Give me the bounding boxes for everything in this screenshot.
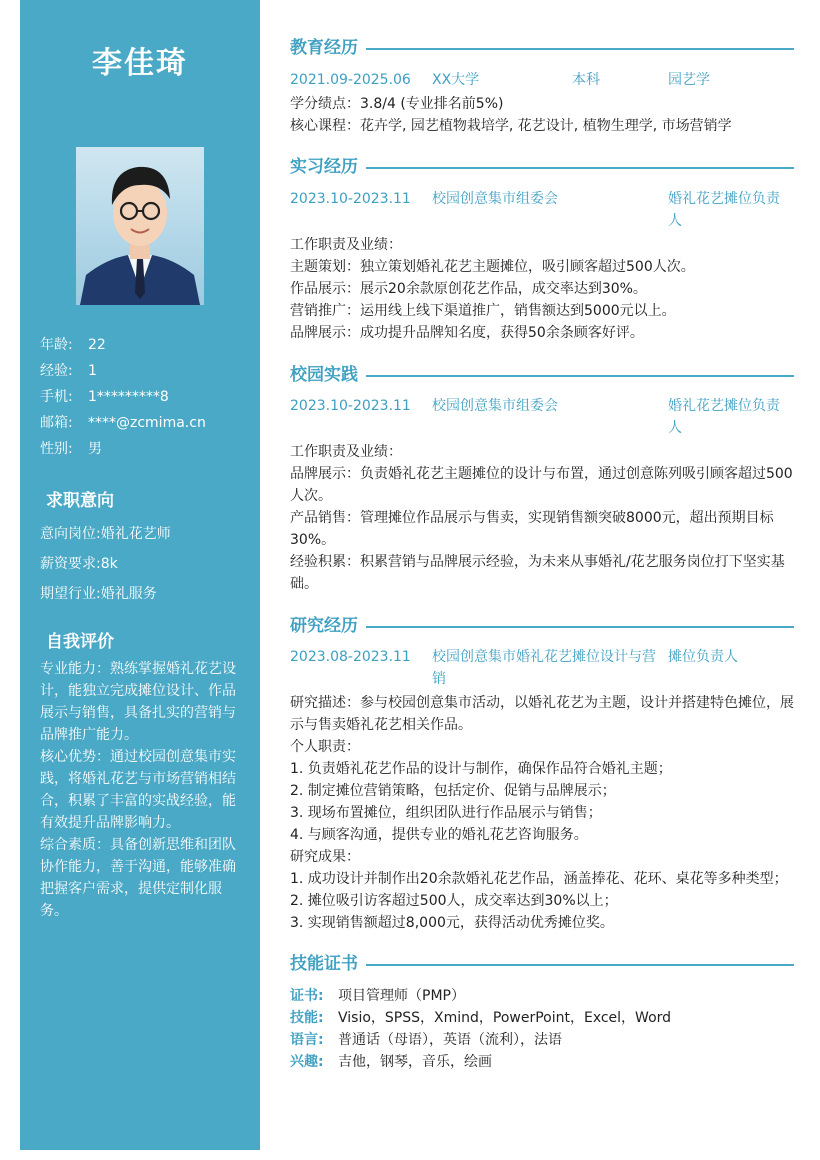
research-line: 4. 与顾客沟通，提供专业的婚礼花艺咨询服务。 (290, 827, 588, 843)
education-courses: 核心课程：花卉学, 园艺植物栽培学, 花艺设计, 植物生理学, 市场营销学 (290, 118, 732, 134)
campus-details (290, 441, 794, 595)
campus-role: 婚礼花艺摊位负责人 (668, 398, 780, 436)
skills-list (290, 985, 671, 1073)
research-line: 研究描述：参与校园创意集市活动，以婚礼花艺为主题，设计并搭建特色摊位，展示与售卖婚礼花艺相关作品。 (290, 695, 794, 733)
skills-heading: 技能证书 (290, 951, 794, 977)
phone-row: 手机: 1*********8 (40, 389, 169, 405)
campus-org: 校园创意集市组委会 (432, 398, 558, 414)
internship-org: 校园创意集市组委会 (432, 191, 558, 207)
education-entry (290, 69, 794, 91)
internship-heading: 实习经历 (290, 154, 794, 180)
self-eval-heading: 自我评价 (46, 632, 114, 652)
email-row: 邮箱: ****@zcmima.cn (40, 415, 206, 431)
campus-line: 品牌展示：负责婚礼花艺主题摊位的设计与布置，通过创意陈列吸引顾客超过500人次。 (290, 466, 793, 504)
internship-line: 营销推广：运用线上线下渠道推广，销售额达到5000元以上。 (290, 303, 676, 319)
internship-entry (290, 188, 794, 232)
intent-position-row: 意向岗位:婚礼花艺师 (40, 526, 171, 542)
skill-hobby-row: 兴趣: 吉他，钢琴，音乐，绘画 (290, 1054, 492, 1070)
internship-date: 2023.10-2023.11 (290, 191, 411, 207)
research-line: 3. 实现销售额超过8,000元，获得活动优秀摊位奖。 (290, 915, 614, 931)
research-line: 2. 摊位吸引访客超过500人，成交率达到30%以上； (290, 893, 618, 909)
campus-date: 2023.10-2023.11 (290, 398, 411, 414)
education-date: 2021.09-2025.06 (290, 72, 411, 88)
education-school: XX大学 (432, 72, 480, 88)
self-evaluation (40, 658, 246, 922)
internship-line: 作品展示：展示20余款原创花艺作品，成交率达到30%。 (290, 281, 647, 297)
internship-line: 主题策划：独立策划婚礼花艺主题摊位，吸引顾客超过500人次。 (290, 259, 695, 275)
education-details (290, 93, 794, 137)
experience-row: 经验: 1 (40, 363, 97, 379)
internship-line: 工作职责及业绩： (290, 237, 402, 253)
campus-line: 产品销售：管理摊位作品展示与售卖，实现销售额突破8000元，超出预期目标30%。 (290, 510, 774, 548)
campus-line: 经验积累：积累营销与品牌展示经验，为未来从事婚礼/花艺服务岗位打下坚实基础。 (290, 554, 785, 592)
self-eval-quality: 综合素质：具备创新思维和团队协作能力，善于沟通，能够准确把握客户需求，提供定制化服务。 (40, 837, 236, 919)
intent-heading: 求职意向 (46, 491, 114, 511)
skill-tech-row: 技能: Visio，SPSS，Xmind，PowerPoint，Excel，Word (290, 1010, 672, 1026)
internship-details (290, 234, 794, 344)
candidate-name: 李佳琦 (92, 46, 188, 81)
education-heading: 教育经历 (290, 35, 794, 61)
internship-role: 婚礼花艺摊位负责人 (668, 191, 780, 229)
self-eval-professional: 专业能力：熟练掌握婚礼花艺设计，能独立完成摊位设计、作品展示与销售，具备扎实的营销与品牌推广能力。 (40, 661, 236, 743)
intent-industry-row: 期望行业:婚礼服务 (40, 586, 157, 602)
campus-line: 工作职责及业绩： (290, 444, 402, 460)
age-row: 年龄: 22 (40, 337, 106, 353)
skill-cert-row: 证书: 项目管理师（PMP） (290, 988, 465, 1004)
profile-photo (76, 147, 204, 305)
skill-language-row: 语言: 普通话（母语），英语（流利），法语 (290, 1032, 562, 1048)
campus-entry (290, 395, 794, 439)
research-line: 1. 成功设计并制作出20余款婚礼花艺作品，涵盖捧花、花环、桌花等多种类型； (290, 871, 788, 887)
basic-info (40, 332, 206, 462)
intent-salary-row: 薪资要求:8k (40, 556, 118, 572)
research-line: 2. 制定摊位营销策略，包括定价、促销与品牌展示； (290, 783, 616, 799)
research-heading: 研究经历 (290, 613, 794, 639)
research-line: 3. 现场布置摊位，组织团队进行作品展示与销售； (290, 805, 602, 821)
education-gpa: 学分绩点：3.8/4 (专业排名前5%) (290, 96, 504, 112)
research-project: 校园创意集市婚礼花艺摊位设计与营销 (432, 649, 656, 687)
research-line: 个人职责： (290, 739, 360, 755)
research-line: 研究成果： (290, 849, 360, 865)
job-intent (40, 519, 171, 609)
research-entry (290, 646, 794, 690)
education-degree: 本科 (572, 72, 600, 88)
sidebar (20, 0, 260, 1150)
internship-line: 品牌展示：成功提升品牌知名度，获得50余条顾客好评。 (290, 325, 644, 341)
research-date: 2023.08-2023.11 (290, 649, 411, 665)
campus-heading: 校园实践 (290, 362, 794, 388)
gender-row: 性别: 男 (40, 441, 102, 457)
education-major: 园艺学 (668, 72, 710, 88)
self-eval-advantage: 核心优势：通过校园创意集市实践，将婚礼花艺与市场营销相结合，积累了丰富的实战经验，能有效提升品牌影响力。 (40, 749, 236, 831)
research-line: 1. 负责婚礼花艺作品的设计与制作，确保作品符合婚礼主题； (290, 761, 672, 777)
research-details (290, 692, 794, 934)
research-role: 摊位负责人 (668, 649, 738, 665)
